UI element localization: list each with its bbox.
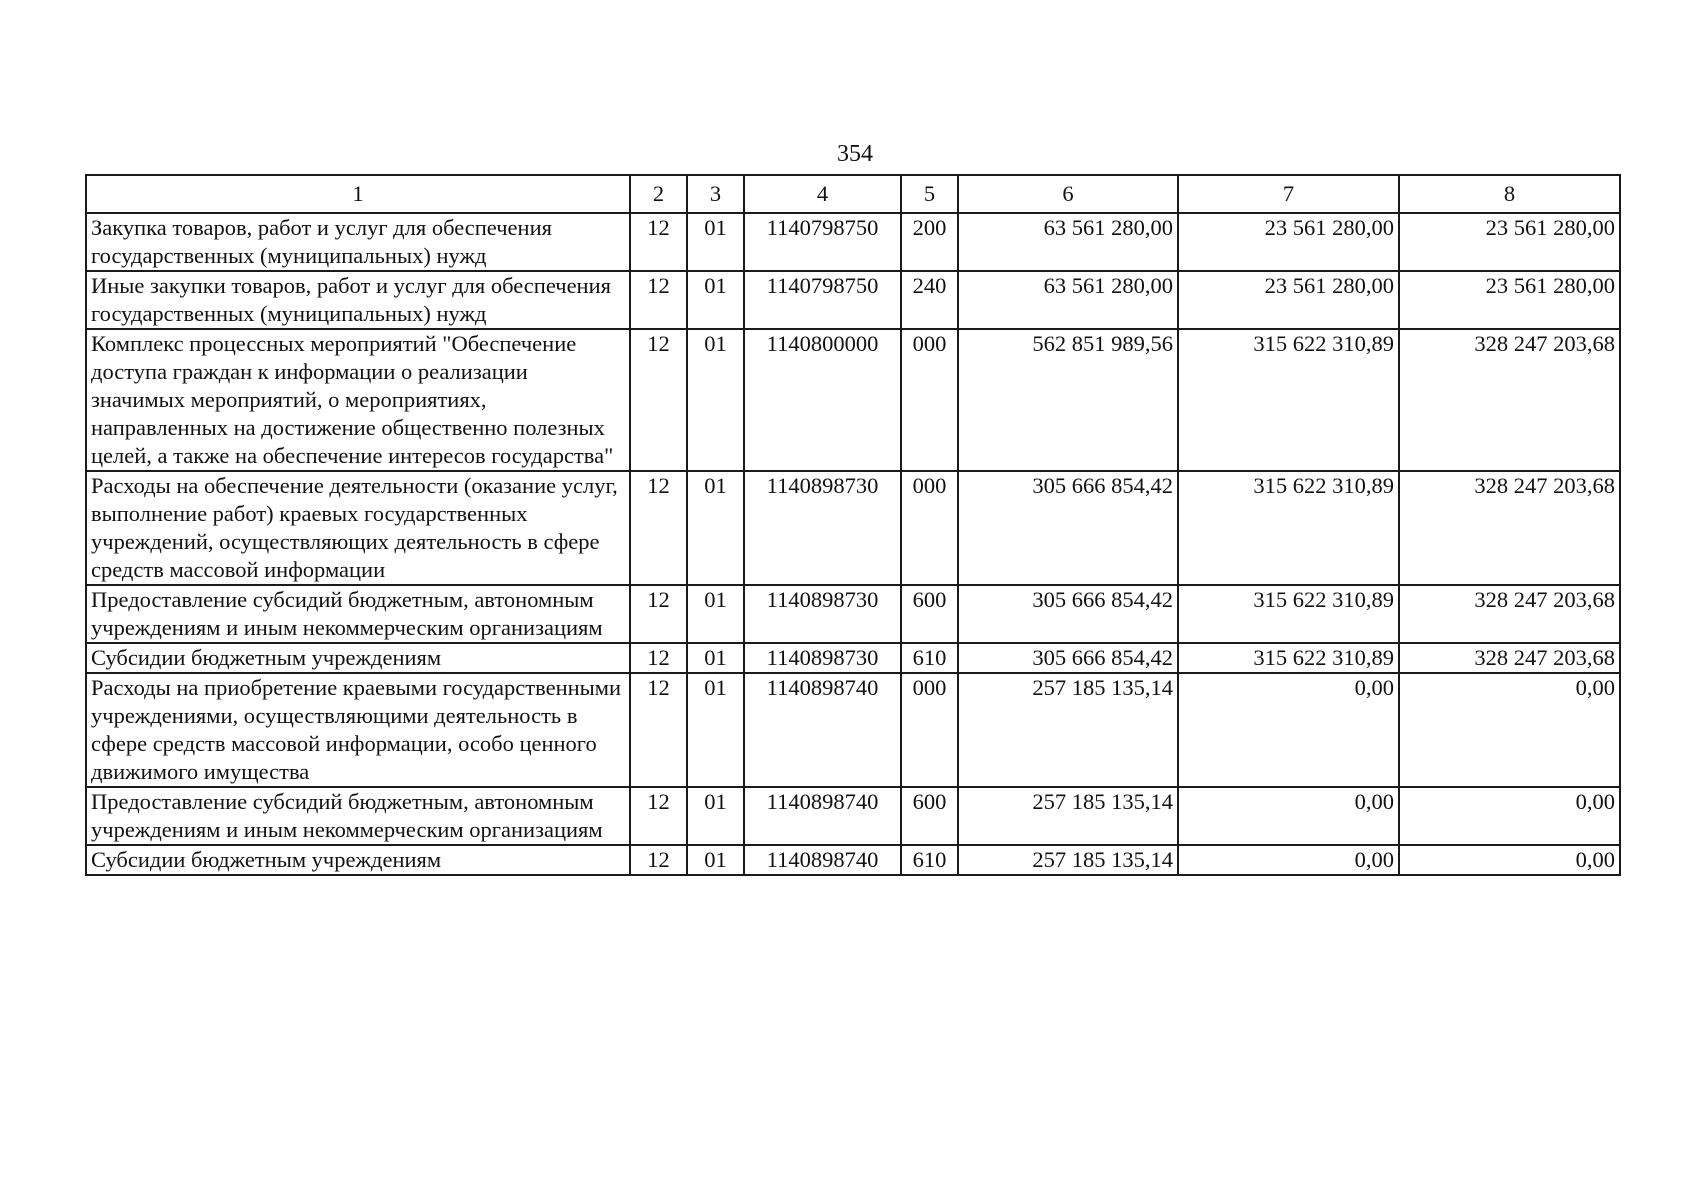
table-row xyxy=(86,213,1620,271)
expense-type-code: 000 xyxy=(901,471,958,585)
amount-col-6: 562 851 989,56 xyxy=(958,329,1178,471)
section-code: 12 xyxy=(630,585,687,643)
row-name: Комплекс процессных мероприятий "Обеспечение доступа граждан к информации о реализации значимых мероприятий, о мероприятиях, направленных на достижение общественно полезных целей, а также на обеспечение интересов государства" xyxy=(86,329,630,471)
table-row xyxy=(86,673,1620,787)
expense-type-code: 610 xyxy=(901,643,958,673)
target-article-code: 1140798750 xyxy=(744,213,901,271)
row-name: Расходы на приобретение краевыми государственными учреждениями, осуществляющими деятельность в сфере средств массовой информации, особо ценного движимого имущества xyxy=(86,673,630,787)
target-article-code: 1140898730 xyxy=(744,585,901,643)
target-article-code: 1140898740 xyxy=(744,787,901,845)
row-name: Расходы на обеспечение деятельности (оказание услуг, выполнение работ) краевых государственных учреждений, осуществляющих деятельность в сфере средств массовой информации xyxy=(86,471,630,585)
budget-table xyxy=(85,174,1621,876)
amount-col-6: 257 185 135,14 xyxy=(958,845,1178,875)
table-row xyxy=(86,271,1620,329)
table-row xyxy=(86,845,1620,875)
subsection-code: 01 xyxy=(687,213,744,271)
amount-col-8: 0,00 xyxy=(1399,673,1620,787)
page-number: 354 xyxy=(837,141,873,167)
amount-col-7: 0,00 xyxy=(1178,673,1399,787)
expense-type-code: 200 xyxy=(901,213,958,271)
table-row xyxy=(86,329,1620,471)
column-header-7: 7 xyxy=(1178,175,1399,213)
subsection-code: 01 xyxy=(687,585,744,643)
row-name: Иные закупки товаров, работ и услуг для обеспечения государственных (муниципальных) нужд xyxy=(86,271,630,329)
expense-type-code: 000 xyxy=(901,673,958,787)
subsection-code: 01 xyxy=(687,471,744,585)
column-header-1: 1 xyxy=(86,175,630,213)
amount-col-8: 0,00 xyxy=(1399,845,1620,875)
target-article-code: 1140798750 xyxy=(744,271,901,329)
amount-col-7: 23 561 280,00 xyxy=(1178,271,1399,329)
amount-col-8: 0,00 xyxy=(1399,787,1620,845)
column-number-header-row xyxy=(86,175,1620,213)
subsection-code: 01 xyxy=(687,673,744,787)
amount-col-7: 23 561 280,00 xyxy=(1178,213,1399,271)
section-code: 12 xyxy=(630,673,687,787)
amount-col-6: 63 561 280,00 xyxy=(958,271,1178,329)
table-row xyxy=(86,585,1620,643)
row-name: Предоставление субсидий бюджетным, автономным учреждениям и иным некоммерческим организациям xyxy=(86,585,630,643)
amount-col-7: 315 622 310,89 xyxy=(1178,471,1399,585)
target-article-code: 1140898740 xyxy=(744,845,901,875)
amount-col-8: 328 247 203,68 xyxy=(1399,471,1620,585)
subsection-code: 01 xyxy=(687,643,744,673)
table-row xyxy=(86,643,1620,673)
target-article-code: 1140800000 xyxy=(744,329,901,471)
column-header-8: 8 xyxy=(1399,175,1620,213)
expense-type-code: 600 xyxy=(901,585,958,643)
column-header-2: 2 xyxy=(630,175,687,213)
target-article-code: 1140898740 xyxy=(744,673,901,787)
section-code: 12 xyxy=(630,213,687,271)
amount-col-7: 0,00 xyxy=(1178,787,1399,845)
amount-col-6: 305 666 854,42 xyxy=(958,471,1178,585)
section-code: 12 xyxy=(630,471,687,585)
table-row xyxy=(86,787,1620,845)
expense-type-code: 610 xyxy=(901,845,958,875)
amount-col-7: 0,00 xyxy=(1178,845,1399,875)
amount-col-6: 257 185 135,14 xyxy=(958,673,1178,787)
amount-col-8: 23 561 280,00 xyxy=(1399,271,1620,329)
subsection-code: 01 xyxy=(687,845,744,875)
amount-col-7: 315 622 310,89 xyxy=(1178,643,1399,673)
column-header-6: 6 xyxy=(958,175,1178,213)
section-code: 12 xyxy=(630,845,687,875)
amount-col-8: 328 247 203,68 xyxy=(1399,329,1620,471)
row-name: Субсидии бюджетным учреждениям xyxy=(86,845,630,875)
table-row xyxy=(86,471,1620,585)
expense-type-code: 000 xyxy=(901,329,958,471)
amount-col-6: 63 561 280,00 xyxy=(958,213,1178,271)
subsection-code: 01 xyxy=(687,329,744,471)
amount-col-6: 305 666 854,42 xyxy=(958,643,1178,673)
subsection-code: 01 xyxy=(687,271,744,329)
amount-col-8: 23 561 280,00 xyxy=(1399,213,1620,271)
column-header-4: 4 xyxy=(744,175,901,213)
amount-col-8: 328 247 203,68 xyxy=(1399,643,1620,673)
subsection-code: 01 xyxy=(687,787,744,845)
amount-col-7: 315 622 310,89 xyxy=(1178,329,1399,471)
row-name: Субсидии бюджетным учреждениям xyxy=(86,643,630,673)
amount-col-6: 257 185 135,14 xyxy=(958,787,1178,845)
section-code: 12 xyxy=(630,643,687,673)
section-code: 12 xyxy=(630,329,687,471)
amount-col-6: 305 666 854,42 xyxy=(958,585,1178,643)
section-code: 12 xyxy=(630,787,687,845)
row-name: Предоставление субсидий бюджетным, автономным учреждениям и иным некоммерческим организациям xyxy=(86,787,630,845)
expense-type-code: 600 xyxy=(901,787,958,845)
target-article-code: 1140898730 xyxy=(744,471,901,585)
section-code: 12 xyxy=(630,271,687,329)
target-article-code: 1140898730 xyxy=(744,643,901,673)
column-header-5: 5 xyxy=(901,175,958,213)
row-name: Закупка товаров, работ и услуг для обеспечения государственных (муниципальных) нужд xyxy=(86,213,630,271)
amount-col-8: 328 247 203,68 xyxy=(1399,585,1620,643)
column-header-3: 3 xyxy=(687,175,744,213)
expense-type-code: 240 xyxy=(901,271,958,329)
amount-col-7: 315 622 310,89 xyxy=(1178,585,1399,643)
